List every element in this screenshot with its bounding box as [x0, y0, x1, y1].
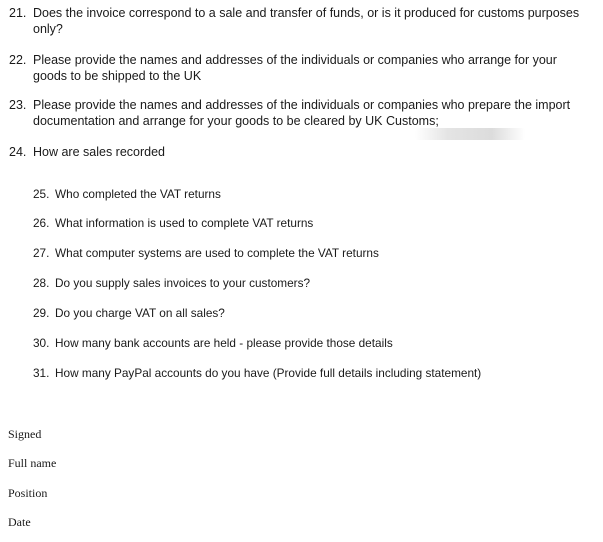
question-24	[9, 144, 594, 160]
question-26	[33, 216, 593, 231]
question-31	[33, 366, 593, 381]
question-text: Do you supply sales invoices to your customers?	[55, 276, 311, 290]
question-number: 29.	[33, 306, 50, 320]
question-text: What computer systems are used to complete the VAT returns	[55, 246, 379, 260]
question-text: Do you charge VAT on all sales?	[55, 306, 225, 320]
question-number: 23.	[9, 98, 27, 112]
scan-smudge	[415, 128, 525, 140]
question-25	[33, 187, 593, 202]
question-23	[9, 97, 594, 129]
question-number: 30.	[33, 336, 50, 350]
question-number: 22.	[9, 53, 27, 67]
full-name-label: Full name	[8, 456, 57, 470]
position-label: Position	[8, 486, 48, 500]
question-28	[33, 276, 593, 291]
question-number: 25.	[33, 187, 50, 201]
question-number: 31.	[33, 366, 50, 380]
question-number: 24.	[9, 145, 27, 159]
signed-label: Signed	[8, 427, 42, 441]
question-number: 26.	[33, 216, 50, 230]
question-text: Please provide the names and addresses of the individuals or companies who prepare the import documentation and arrange for your goods to be cleared by UK Customs;	[33, 98, 571, 128]
question-29	[33, 306, 593, 321]
question-30	[33, 336, 593, 351]
question-number: 28.	[33, 276, 50, 290]
question-text: Does the invoice correspond to a sale and transfer of funds, or is it produced for customs purposes only?	[33, 6, 580, 36]
question-text: How many PayPal accounts do you have (Provide full details including statement)	[55, 366, 482, 380]
question-22	[9, 52, 594, 84]
date-label: Date	[8, 515, 31, 529]
question-27	[33, 246, 593, 261]
question-text: How are sales recorded	[33, 145, 166, 159]
question-21	[9, 5, 594, 37]
question-text: Who completed the VAT returns	[55, 187, 221, 201]
question-number: 21.	[9, 6, 27, 20]
question-text: Please provide the names and addresses of the individuals or companies who arrange for your goods to be shipped to the UK	[33, 53, 557, 83]
question-text: What information is used to complete VAT returns	[55, 216, 314, 230]
question-text: How many bank accounts are held - please provide those details	[55, 336, 393, 350]
question-number: 27.	[33, 246, 50, 260]
